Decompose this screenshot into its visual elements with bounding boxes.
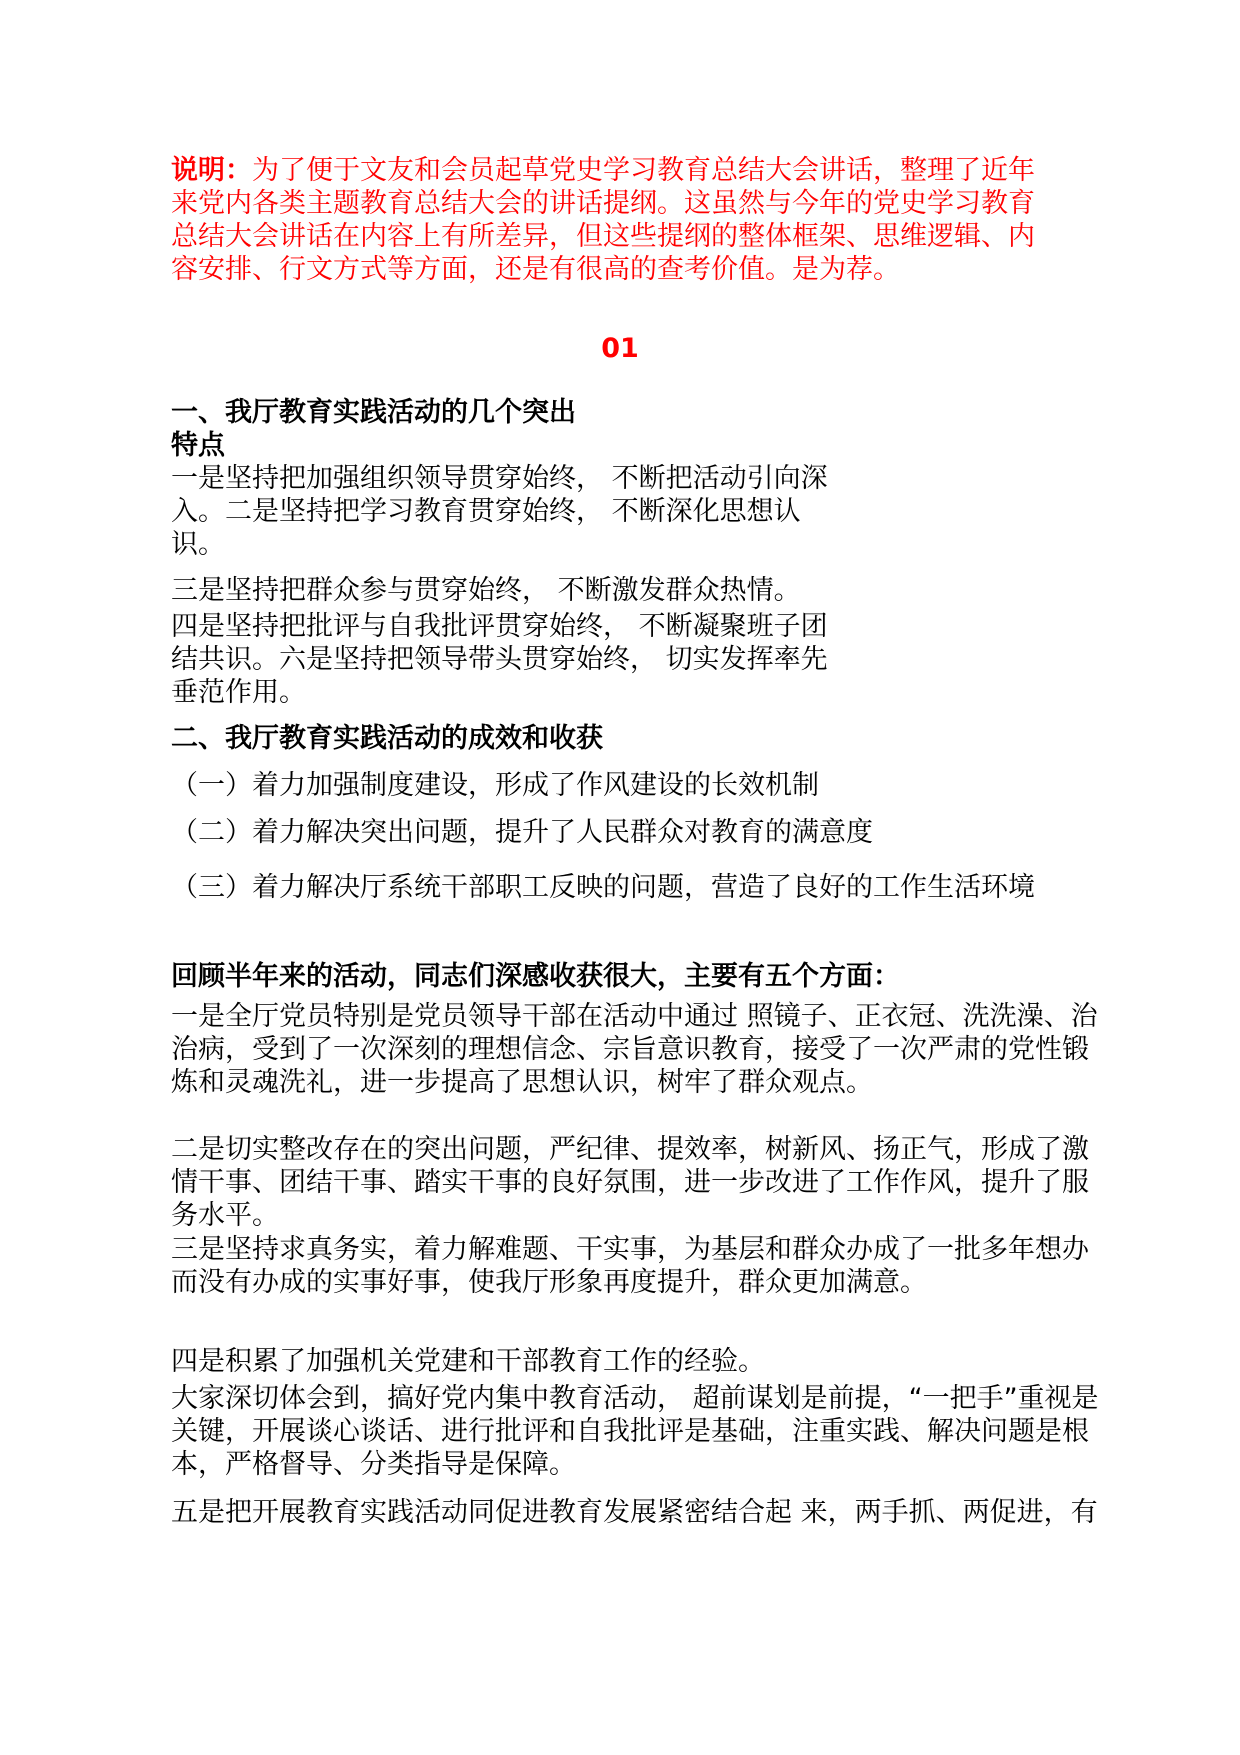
paragraph-features-3: 四是坚持把批评与自我批评贯穿始终， 不断凝聚班子团结共识。六是坚持把领导带头贯穿始终， 切实发挥率先垂范作用。	[171, 611, 828, 708]
heading-gains: 回顾半年来的活动，同志们深感收获很大，主要有五个方面：	[171, 961, 900, 992]
heading-features: 一、我厅教育实践活动的几个突出特点	[171, 397, 576, 461]
paragraph-features-2: 三是坚持把群众参与贯穿始终， 不断激发群众热情。	[171, 575, 801, 606]
paragraph-gain-2: 二是切实整改存在的突出问题，严纪律、提效率，树新风、扬正气，形成了激情干事、团结干事、踏实干事的良好氛围，进一步改进了工作作风，提升了服务水平。	[171, 1134, 1089, 1231]
paragraph-experience: 大家深切体会到，搞好党内集中教育活动， 超前谋划是前提，“一把手”重视是关键，开展谈心谈话、进行批评和自我批评是基础，注重实践、解决问题是根本，严格督导、分类指导是保障。	[171, 1383, 1099, 1480]
result-item-1: （一）着力加强制度建设，形成了作风建设的长效机制	[171, 770, 819, 801]
note-label: 说明：	[171, 155, 252, 186]
section-number: 01	[601, 333, 639, 364]
paragraph-gain-5: 五是把开展教育实践活动同促进教育发展紧密结合起 来，两手抓、两促进，有	[171, 1497, 1098, 1528]
heading-results: 二、我厅教育实践活动的成效和收获	[171, 723, 603, 754]
result-item-3: （三）着力解决厅系统干部职工反映的问题，营造了良好的工作生活环境	[171, 872, 1035, 903]
note-text: 为了便于文友和会员起草党史学习教育总结大会讲话，整理了近年来党内各类主题教育总结大会的讲话提纲。这虽然与今年的党史学习教育总结大会讲话在内容上有所差异，但这些提纲的整体框架、思维逻辑、内容安排、行文方式等方面，还是有很高的查考价值。是为荐。	[171, 155, 1035, 285]
paragraph-gain-4: 四是积累了加强机关党建和干部教育工作的经验。	[171, 1346, 765, 1377]
editor-note	[171, 154, 1051, 286]
paragraph-gain-1: 一是全厅党员特别是党员领导干部在活动中通过 照镜子、正衣冠、洗洗澡、治治病，受到了一次深刻的理想信念、宗旨意识教育，接受了一次严肃的党性锻炼和灵魂洗礼，进一步提高了思想认识，树牢了群众观点。	[171, 1001, 1098, 1098]
paragraph-gain-3: 三是坚持求真务实，着力解难题、干实事，为基层和群众办成了一批多年想办而没有办成的实事好事，使我厅形象再度提升，群众更加满意。	[171, 1234, 1089, 1298]
paragraph-features-1: 一是坚持把加强组织领导贯穿始终， 不断把活动引向深入。二是坚持把学习教育贯穿始终， 不断深化思想认识。	[171, 463, 828, 560]
result-item-2: （二）着力解决突出问题，提升了人民群众对教育的满意度	[171, 817, 873, 848]
